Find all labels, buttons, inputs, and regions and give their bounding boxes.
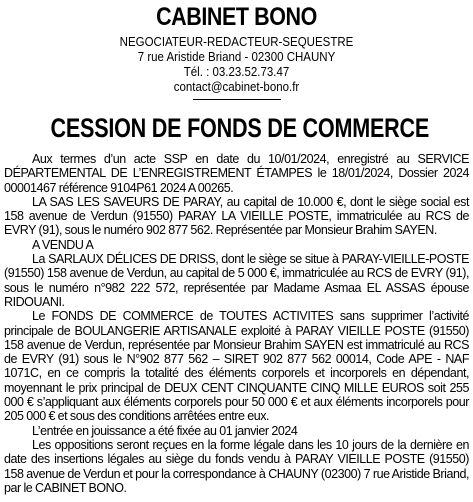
- cabinet-address: 7 rue Aristide Briand - 02300 CHAUNY: [137, 50, 336, 64]
- paragraph-entry-date: L’entrée en jouissance a été fixée au 01 janvier 2024: [32, 423, 298, 438]
- legal-notice: [4, 0, 469, 502]
- paragraph-business: Le FONDS DE COMMERCE de TOUTES ACTIVITES sans supprimer l’activité principale de BOULANGERIE ARTISANALE exploité à PARAY VIEILLE POSTE (91550) 158 avenue de Verdun, représentée par Monsieur Brahim SAYEN est immatriculé au RCS de EVRY (91) sous le N°902 877 562 – SIRET 902 877 562 00014, Code APE - NAF 1071C, en ce compris la totalité des éléments corporels et incorporels en dépendant, moyennant le prix principal de DEUX CENT CINQUANTE CINQ MILLE EUROS soit 255 000 € s’appliquant aux éléments corporels pour 50 000 € et aux éléments incorporels pour 205 000 € et sous des conditions arrêtées entre eux.: [4, 309, 469, 424]
- paragraph-deed: Aux termes d’un acte SSP en date du 10/01/2024, enregistré au SERVICE DÉPARTEMENTAL DE L’ENREGISTREMENT ÉTAMPES le 18/01/2024, Dossier 2024 00001467 référence 9104P61 2024 A 00265.: [4, 152, 469, 195]
- paragraph-oppositions: Les oppositions seront reçues en la forme légale dans les 10 jours de la dernière en date des insertions légales au siège du fonds vendu à PARAY VIEILLE POSTE (91550) 158 avenue de Verdun et pour la correspondance à CHAUNY (02300) 7 rue Aristide Briand, par le CABINET BONO.: [4, 437, 469, 495]
- cabinet-phone: Tél. : 03.23.52.73.47: [183, 65, 290, 79]
- cabinet-email: contact@cabinet-bono.fr: [173, 80, 300, 94]
- paragraph-sold-to: A VENDU A: [32, 237, 94, 252]
- notice-body: [4, 152, 469, 495]
- header-divider: [193, 99, 281, 100]
- notice-title: CESSION DE FONDS DE COMMERCE: [50, 113, 430, 143]
- paragraph-buyer: La SARLAUX DÉLICES DE DRISS, dont le siège se situe à PARAY-VIEILLE-POSTE (91550) 158 avenue de Verdun, au capital de 5 000 €, immatriculée au RCS de EVRY (91), sous le numéro n°982 222 572, représentée par Madame Asmaa EL ASSAS épouse RIDOUANI.: [4, 252, 469, 309]
- cabinet-subtitle: NEGOCIATEUR-REDACTEUR-SEQUESTRE: [119, 35, 354, 49]
- cabinet-name: CABINET BONO: [156, 3, 317, 31]
- paragraph-seller: LA SAS LES SAVEURS DE PARAY, au capital de 10.000 €, dont le siège social est 158 avenue de Verdun (91550) PARAY LA VIEILLE POSTE, immatriculée au RCS de EVRY (91), sous le numéro 902 877 562. Représentée par Monsieur Brahim SAYEN.: [4, 194, 469, 238]
